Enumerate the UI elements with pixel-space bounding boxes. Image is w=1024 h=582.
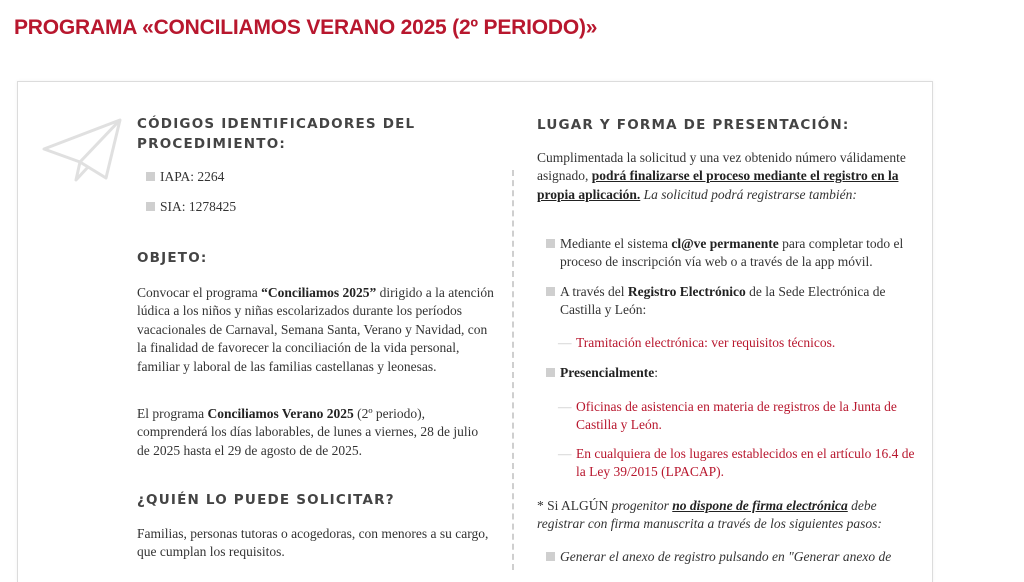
objeto-paragraph-2: El programa Conciliamos Verano 2025 (2º periodo), comprenderá los días laborables, de lunes a viernes, 28 de julio de 2025 hasta el 29 de agosto de de 2025.	[137, 406, 479, 458]
list-item: SIA: 1278425	[146, 198, 236, 216]
page-title: PROGRAMA «CONCILIAMOS VERANO 2025 (2º PERIODO)»	[14, 16, 598, 39]
objeto-paragraph-1: Convocar el programa “Conciliamos 2025” dirigido a la atención lúdica a los niños y niñas escolarizados durante los períodos vacacionales de Carnaval, Semana Santa, Verano y Navidad, con la finalidad de favorecer la conciliación de la vida personal, familiar y laboral de las familias castellanas y leonesas.	[137, 285, 494, 374]
column-divider	[512, 170, 514, 570]
square-bullet-icon	[546, 552, 555, 561]
lugares-link[interactable]: — En cualquiera de los lugares establecidos en el artículo 16.4 de la Ley 39/2015 (LPACAP).	[558, 446, 915, 480]
codes-heading: CÓDIGOS IDENTIFICADORES DEL PROCEDIMIENTO:	[137, 116, 416, 152]
presentacion-intro: Cumplimentada la solicitud y una vez obtenido número válidamente asignado, podrá finalizarse el proceso mediante el registro en la propia aplicación. La solicitud podrá registrarse también:	[537, 150, 906, 202]
objeto-heading: OBJETO:	[137, 250, 208, 266]
list-item: Presencialmente:	[546, 364, 918, 382]
quien-heading: ¿QUIÉN LO PUEDE SOLICITAR?	[137, 492, 395, 508]
list-item: Generar el anexo de registro pulsando en "Generar anexo de	[546, 548, 918, 566]
firma-note: * Si ALGÚN progenitor no dispone de firma electrónica debe registrar con firma manuscrita a través de los siguientes pasos:	[537, 498, 882, 532]
oficinas-link[interactable]: — Oficinas de asistencia en materia de registros de la Junta de Castilla y León.	[558, 399, 897, 433]
list-item: A través del Registro Electrónico de la Sede Electrónica de Castilla y León:	[546, 283, 918, 320]
quien-text: Familias, personas tutoras o acogedoras, con menores a su cargo, que cumplan los requisitos.	[137, 526, 489, 560]
list-item: IAPA: 2264	[146, 168, 224, 186]
presentacion-heading: LUGAR Y FORMA DE PRESENTACIÓN:	[537, 117, 850, 133]
tramitacion-link[interactable]: — Tramitación electrónica: ver requisitos técnicos.	[558, 335, 836, 350]
square-bullet-icon	[146, 172, 155, 181]
paper-plane-icon	[40, 114, 124, 184]
square-bullet-icon	[546, 287, 555, 296]
square-bullet-icon	[546, 239, 555, 248]
square-bullet-icon	[146, 202, 155, 211]
square-bullet-icon	[546, 368, 555, 377]
list-item: Mediante el sistema cl@ve permanente para completar todo el proceso de inscripción vía web o a través de la app móvil.	[546, 235, 918, 272]
